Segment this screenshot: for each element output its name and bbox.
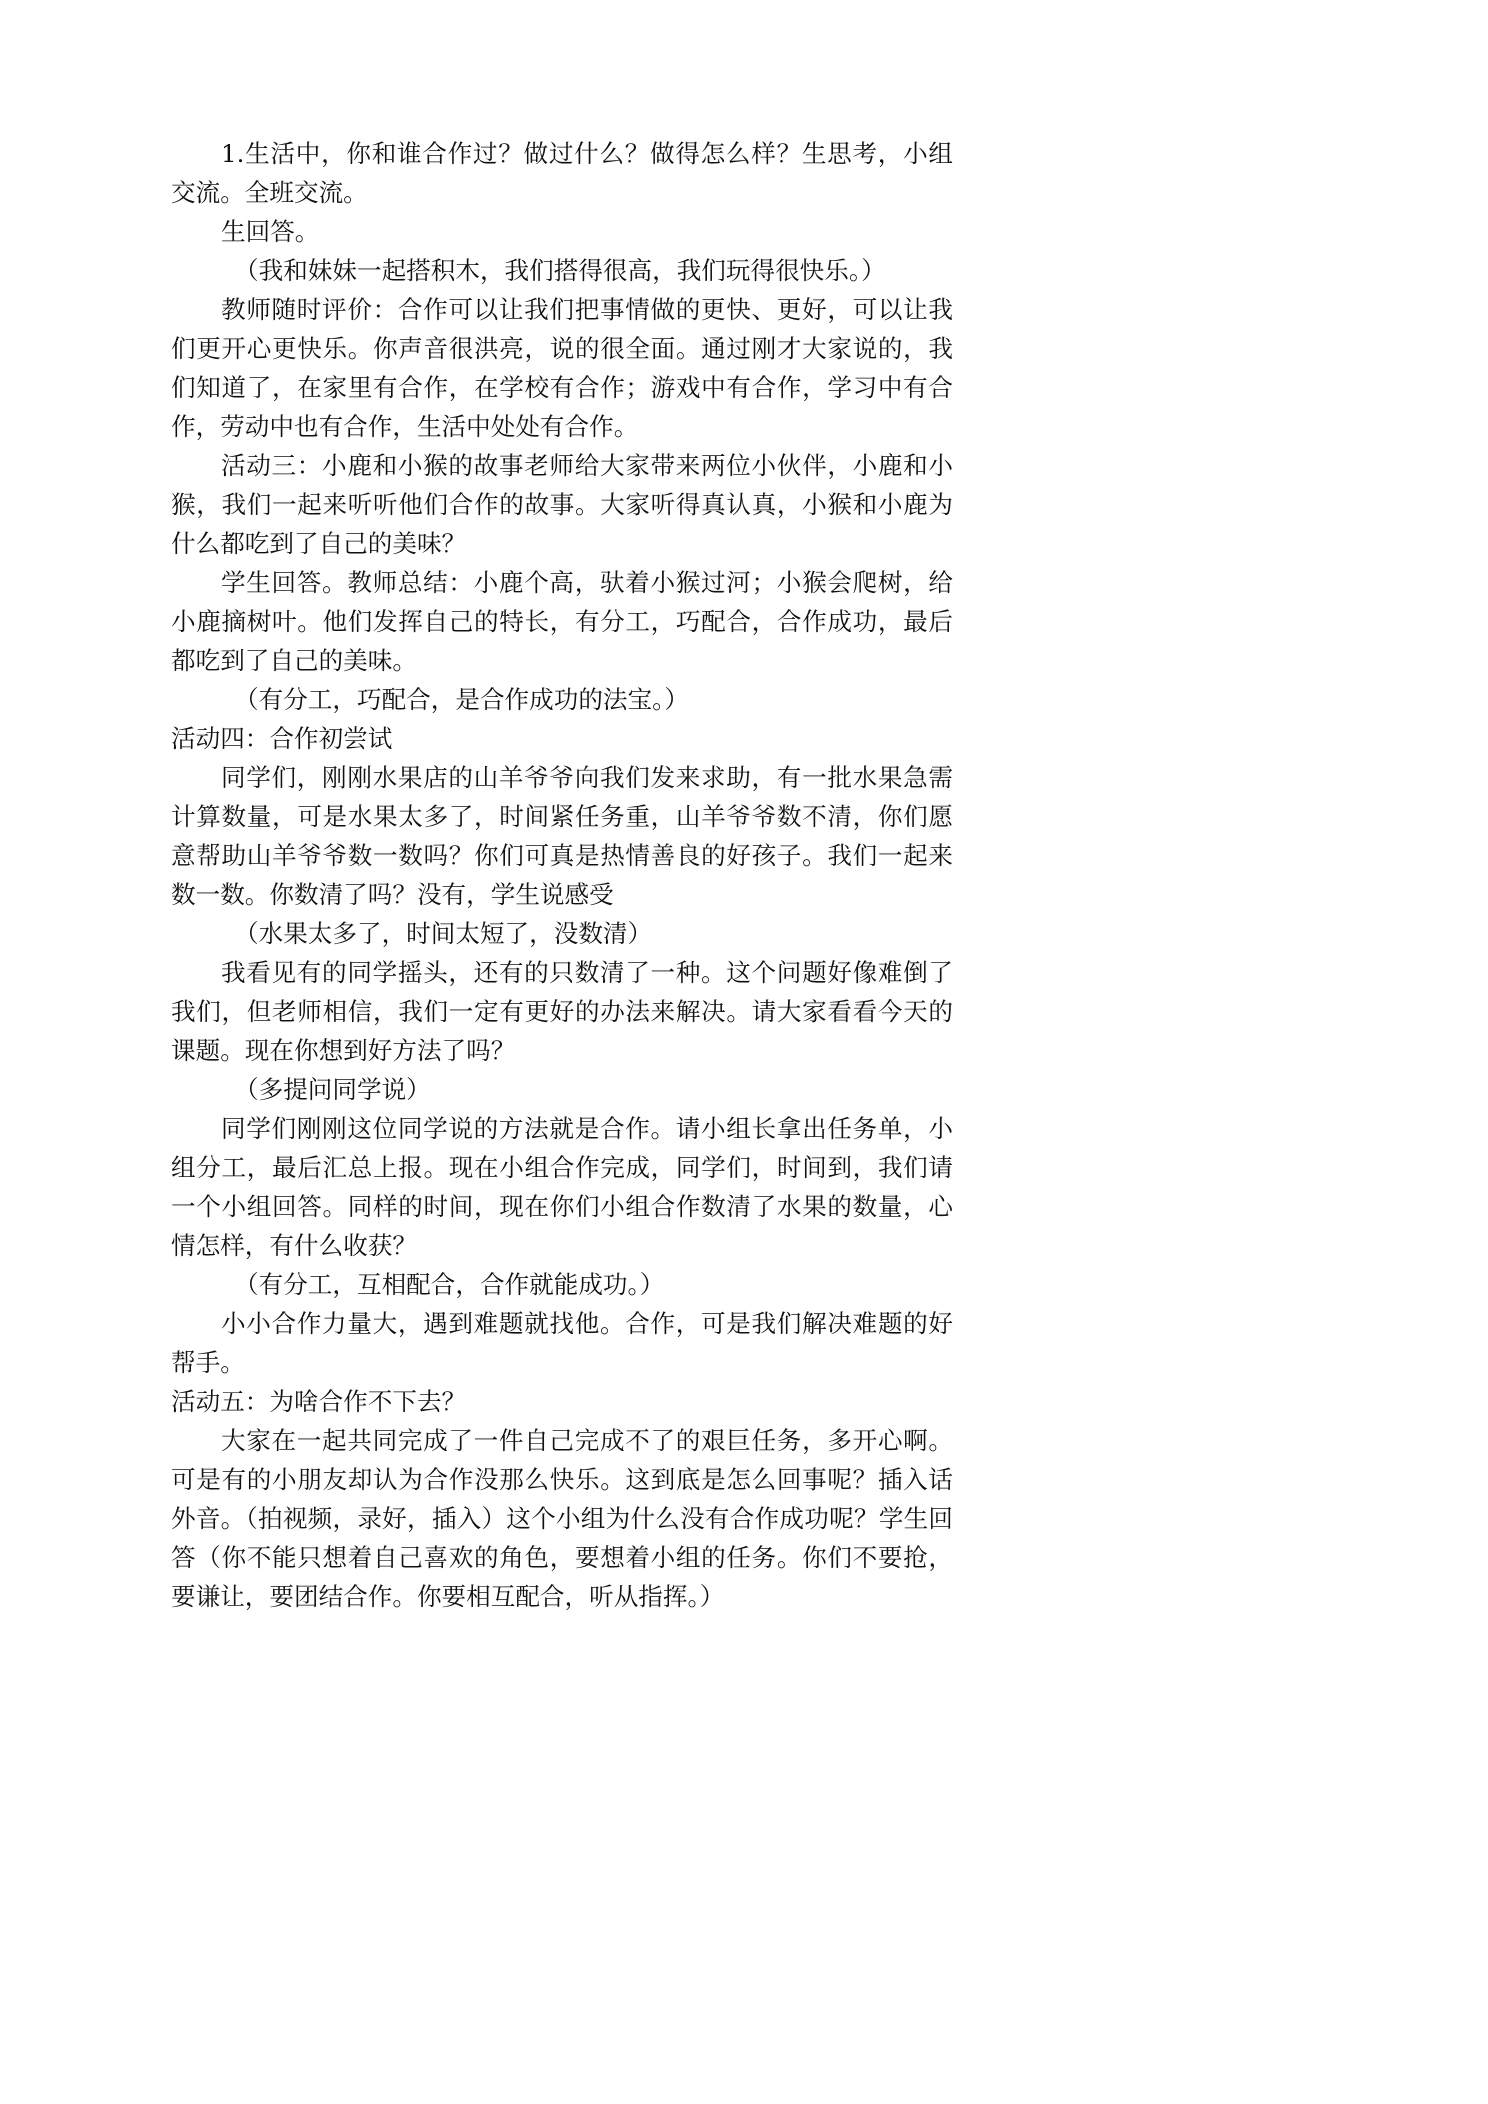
paragraph-answer-example: （我和妹妹一起搭积木，我们搭得很高，我们玩得很快乐。） bbox=[234, 256, 886, 285]
paragraph-group-task: 同学们刚刚这位同学说的方法就是合作。请小组长拿出任务单，小组分工，最后汇总上报。现在小组合作完成，同学们，时间到，我们请一个小组回答。同样的时间，现在你们小组合作数清了水果的数量，心情怎样，有什么收获？ bbox=[171, 1114, 953, 1260]
paragraph-student-feeling: （水果太多了，时间太短了，没数清） bbox=[234, 919, 653, 948]
heading-activity-four: 活动四：合作初尝试 bbox=[171, 724, 393, 753]
paragraph-group-conclusion: （有分工，互相配合，合作就能成功。） bbox=[234, 1270, 665, 1299]
paragraph-fruit-shop: 同学们，刚刚水果店的山羊爷爷向我们发来求助，有一批水果急需计算数量，可是水果太多了，时间紧任务重，山羊爷爷数不清，你们愿意帮助山羊爷爷数一数吗？你们可真是热情善良的好孩子。我们一起来数一数。你数清了吗？没有，学生说感受 bbox=[171, 763, 953, 909]
paragraph-failed-cooperation: 大家在一起共同完成了一件自己完成不了的艰巨任务，多开心啊。可是有的小朋友却认为合作没那么快乐。这到底是怎么回事呢？插入话外音。（拍视频，录好，插入）这个小组为什么没有合作成功呢？学生回答（你不能只想着自己喜欢的角色，要想着小组的任务。你们不要抢，要谦让，要团结合作。你要相互配合，听从指挥。） bbox=[171, 1426, 953, 1611]
paragraph-teacher-evaluation: 教师随时评价：合作可以让我们把事情做的更快、更好，可以让我们更开心更快乐。你声音很洪亮，说的很全面。通过刚才大家说的，我们知道了，在家里有合作，在学校有合作；游戏中有合作，学习中有合作，劳动中也有合作，生活中处处有合作。 bbox=[171, 295, 953, 441]
document-body bbox=[171, 134, 953, 1616]
heading-activity-five: 活动五：为啥合作不下去？ bbox=[171, 1387, 467, 1416]
paragraph-key-point: （有分工，巧配合，是合作成功的法宝。） bbox=[234, 685, 689, 714]
paragraph-ask-students: （多提问同学说） bbox=[234, 1075, 431, 1104]
paragraph-cooperation-power: 小小合作力量大，遇到难题就找他。合作，可是我们解决难题的好帮手。 bbox=[171, 1309, 953, 1377]
paragraph-cooperation-question: 1.生活中，你和谁合作过？做过什么？做得怎么样？生思考，小组交流。全班交流。 bbox=[171, 139, 953, 207]
paragraph-student-answer: 生回答。 bbox=[221, 217, 320, 246]
paragraph-activity-three: 活动三：小鹿和小猴的故事老师给大家带来两位小伙伴，小鹿和小猴，我们一起来听听他们合作的故事。大家听得真认真，小猴和小鹿为什么都吃到了自己的美味？ bbox=[171, 451, 953, 558]
paragraph-teacher-summary: 学生回答。教师总结：小鹿个高，驮着小猴过河；小猴会爬树，给小鹿摘树叶。他们发挥自己的特长，有分工，巧配合，合作成功，最后都吃到了自己的美味。 bbox=[171, 568, 953, 675]
paragraph-better-method: 我看见有的同学摇头，还有的只数清了一种。这个问题好像难倒了我们，但老师相信，我们一定有更好的办法来解决。请大家看看今天的课题。现在你想到好方法了吗？ bbox=[171, 958, 953, 1065]
